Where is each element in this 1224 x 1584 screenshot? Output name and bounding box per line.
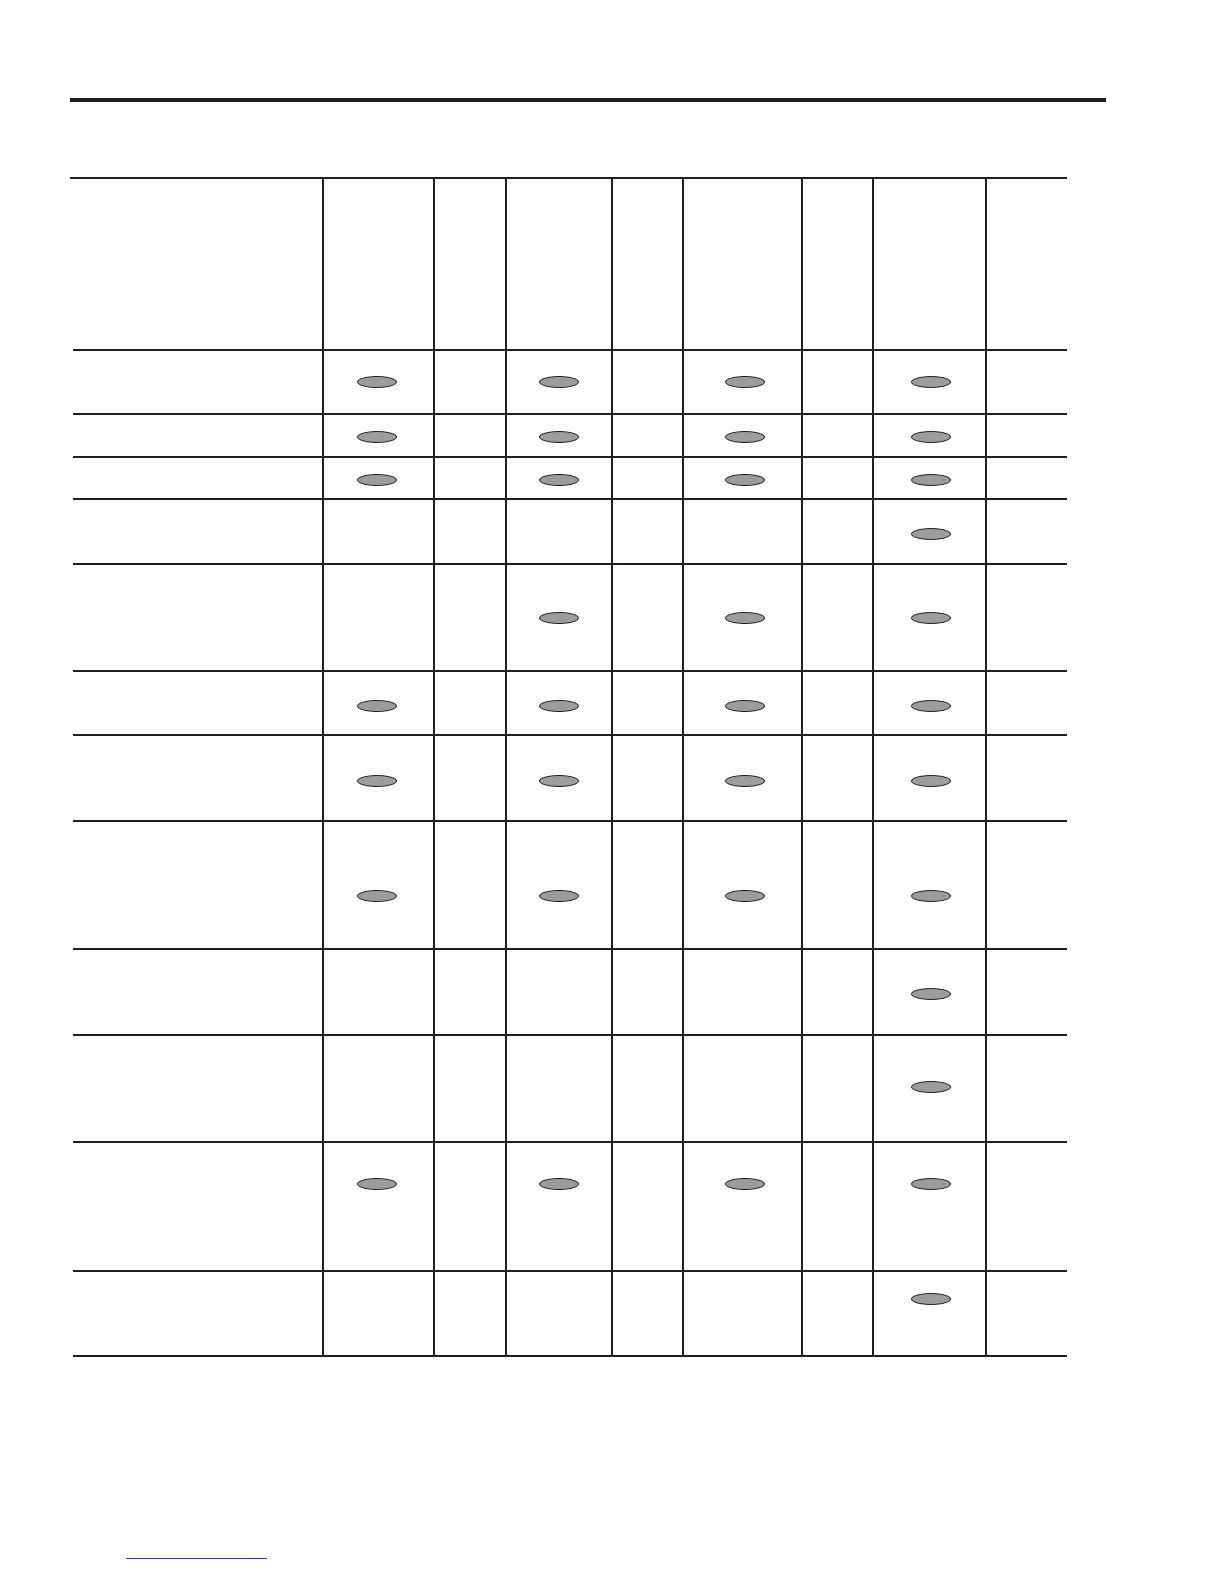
filled-oval-icon [725,890,765,902]
filled-oval-icon [539,431,579,443]
filled-oval-icon [725,1178,765,1190]
table-row-rule [73,734,1067,736]
filled-oval-icon [911,775,951,787]
table-column-rule [505,178,507,1357]
table-column-rule [985,178,987,1357]
filled-oval-icon [357,376,397,388]
filled-oval-icon [911,474,951,486]
filled-oval-icon [911,1081,951,1093]
table-column-rule [872,178,874,1357]
filled-oval-icon [911,376,951,388]
table-row-rule [70,177,1067,179]
filled-oval-icon [357,700,397,712]
table-row-rule [73,498,1067,500]
filled-oval-icon [911,988,951,1000]
filled-oval-icon [539,474,579,486]
filled-oval-icon [725,775,765,787]
filled-oval-icon [725,431,765,443]
filled-oval-icon [911,1293,951,1305]
filled-oval-icon [725,700,765,712]
filled-oval-icon [911,700,951,712]
table-column-rule [322,178,324,1357]
table-column-rule [611,178,613,1357]
filled-oval-icon [357,775,397,787]
filled-oval-icon [357,1178,397,1190]
filled-oval-icon [539,700,579,712]
filled-oval-icon [539,612,579,624]
table-row-rule [73,563,1067,565]
filled-oval-icon [357,474,397,486]
filled-oval-icon [725,376,765,388]
table-row-rule [73,948,1067,950]
table-column-rule [433,178,435,1357]
filled-oval-icon [725,612,765,624]
table-row-rule [73,1355,1067,1357]
table-row-rule [73,456,1067,458]
filled-oval-icon [539,1178,579,1190]
table-row-rule [73,820,1067,822]
filled-oval-icon [911,612,951,624]
filled-oval-icon [539,775,579,787]
table-row-rule [73,1141,1067,1143]
filled-oval-icon [539,376,579,388]
table-row-rule [73,349,1067,351]
table-column-rule [682,178,684,1357]
table-row-rule [73,1034,1067,1036]
filled-oval-icon [911,528,951,540]
filled-oval-icon [911,1178,951,1190]
filled-oval-icon [357,890,397,902]
filled-oval-icon [357,431,397,443]
filled-oval-icon [725,474,765,486]
table-column-rule [801,178,803,1357]
table-row-rule [73,1270,1067,1272]
table-row-rule [73,670,1067,672]
table-row-rule [73,413,1067,415]
filled-oval-icon [911,431,951,443]
filled-oval-icon [911,890,951,902]
footer-link-underline[interactable] [126,1558,267,1559]
filled-oval-icon [539,890,579,902]
